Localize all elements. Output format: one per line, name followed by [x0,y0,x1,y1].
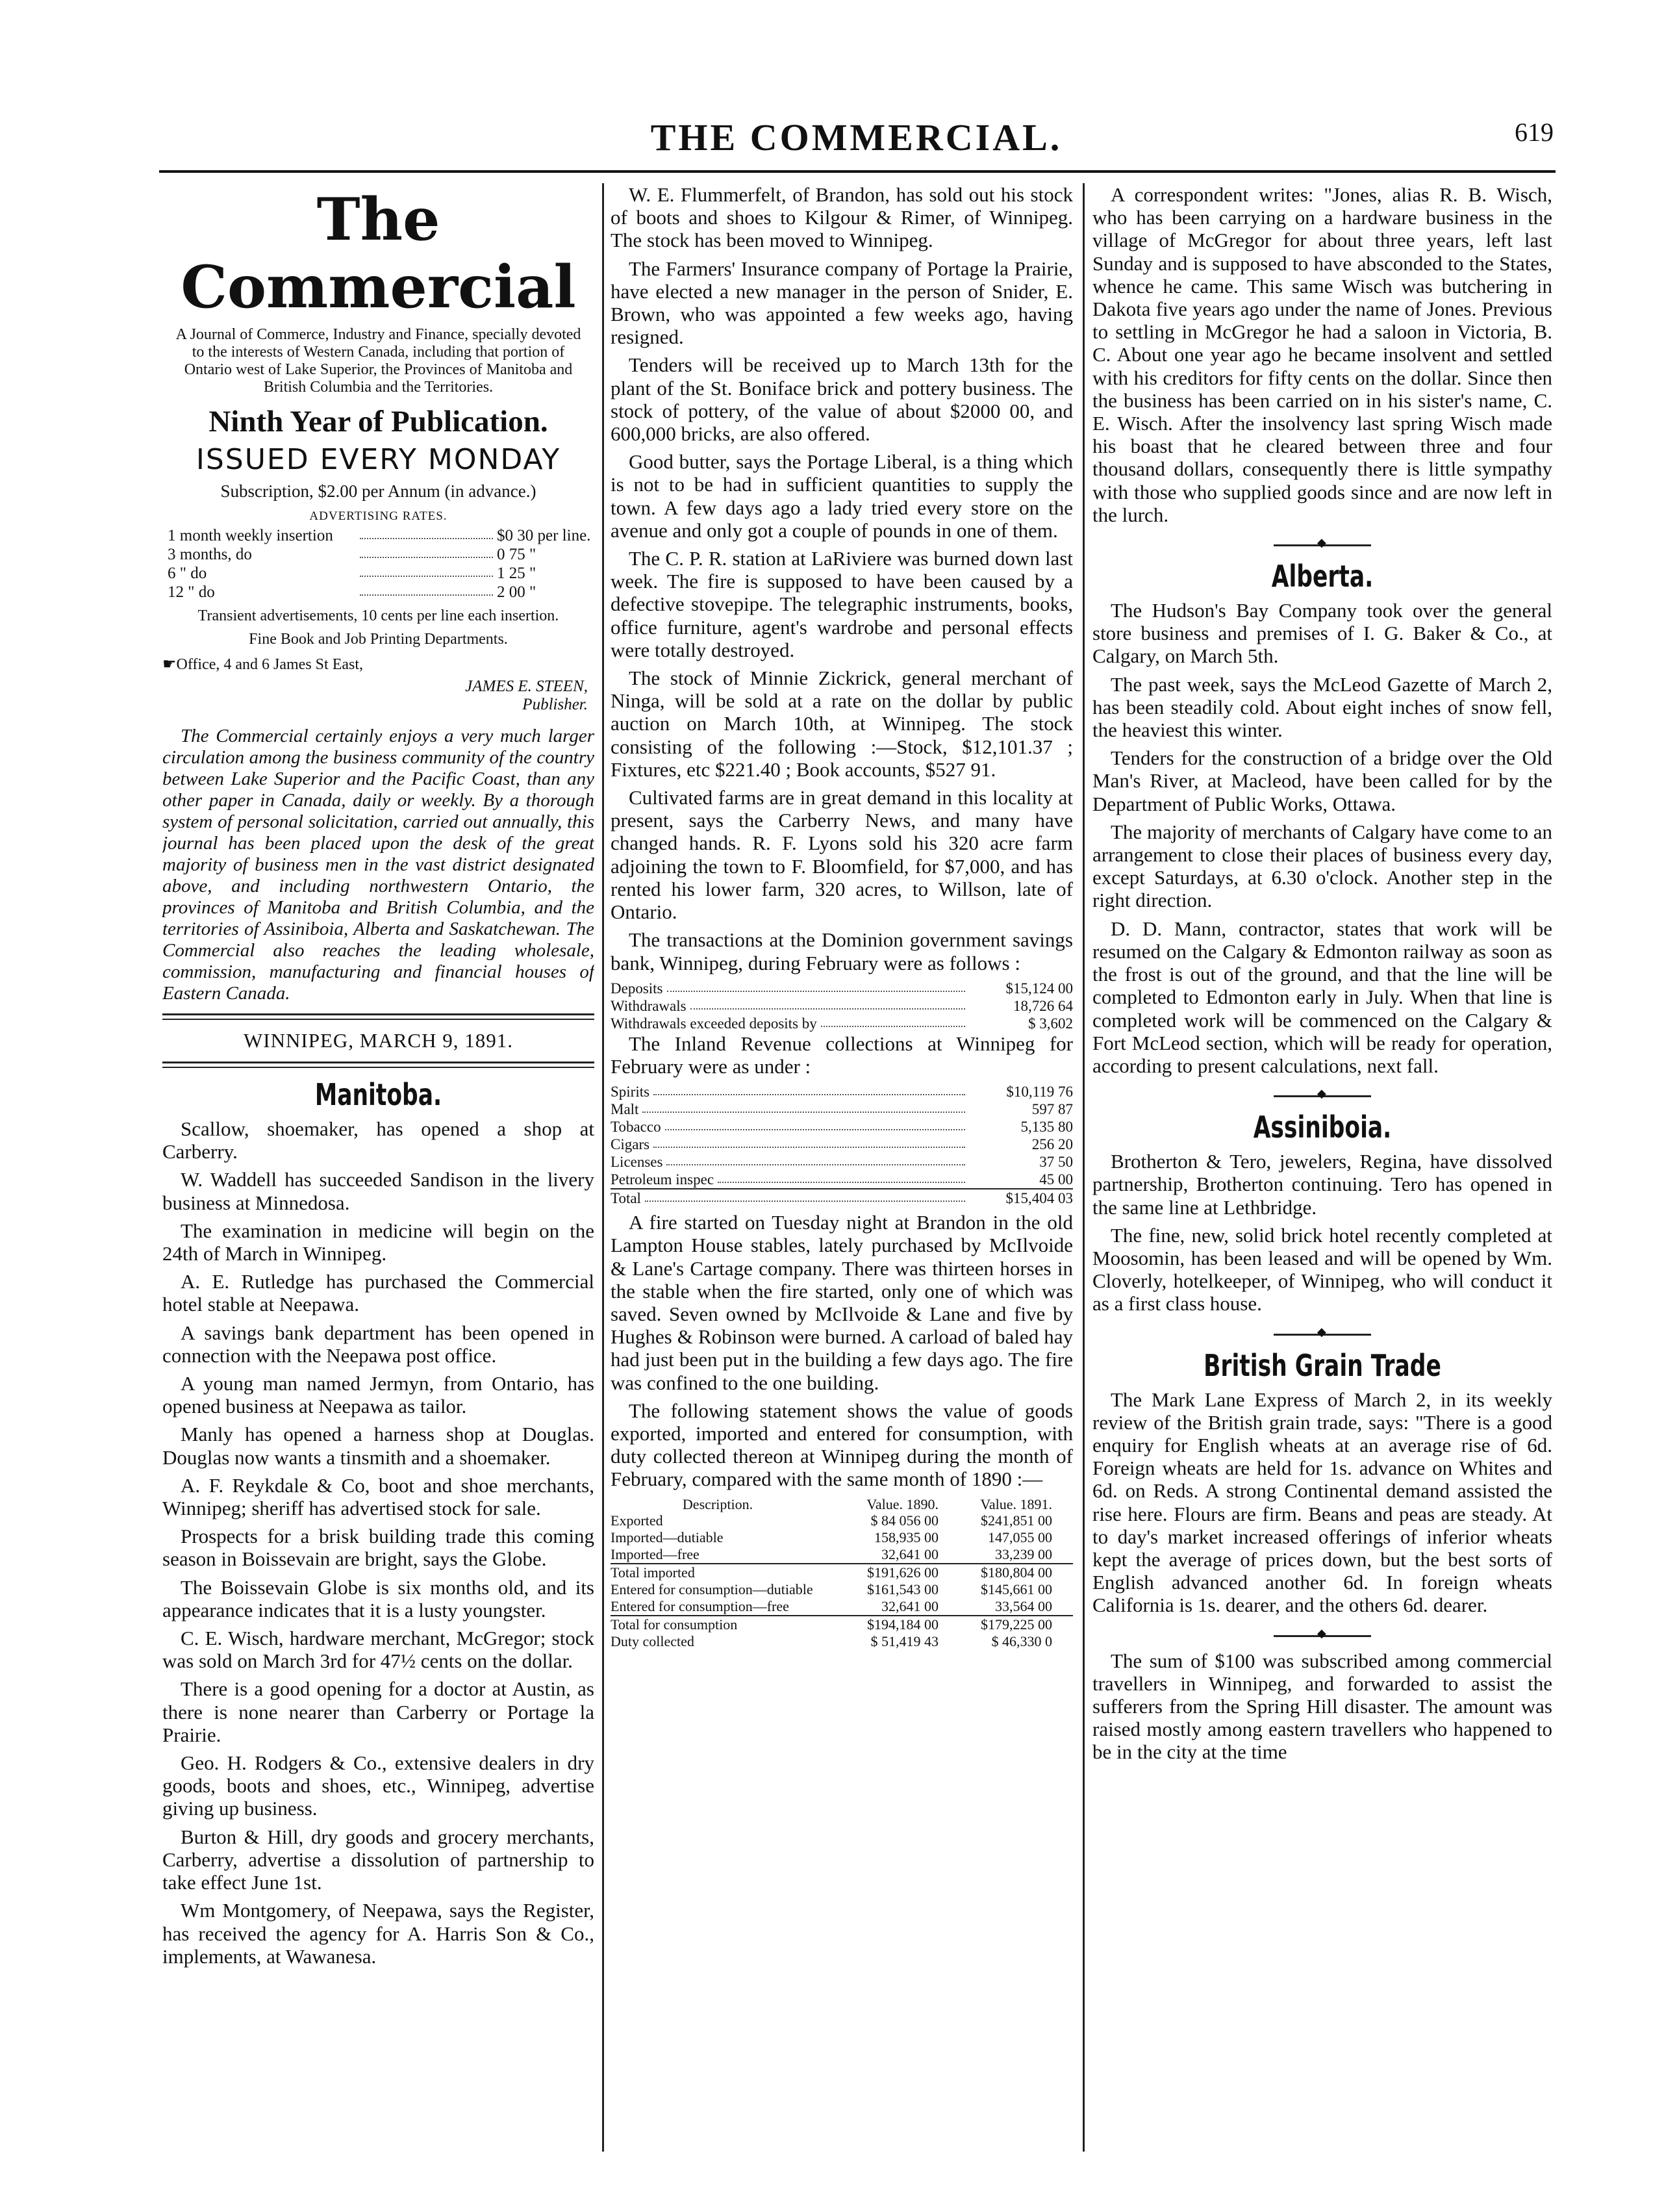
rate-row: 1 month weekly insertion $0 30 per line. [168,527,591,544]
inland-revenue-total: Total $15,404 03 [611,1188,1073,1207]
savings-row: Withdrawals exceeded deposits by $ 3,602 [611,1015,1073,1032]
news-item: Geo. H. Rodgers & Co., extensive dealers in dry goods, boots and shoes, etc., Winnipeg, advertise giving up business. [162,1751,594,1820]
section-separator [1092,1629,1552,1640]
news-item: Good butter, says the Portage Liberal, is a thing which is not to be had in sufficient quantities to supply the town. A few days ago a lady tried every store on the avenue and only got a couple of pounds in one of them. [611,450,1073,542]
news-item: Burton & Hill, dry goods and grocery merchants, Carberry, advertise a dissolution of partnership to take effect June 1st. [162,1825,594,1894]
news-item: Brotherton & Tero, jewelers, Regina, have dissolved partnership, Brotherton continuing. Tero has opened in the same line at Lethbridge. [1092,1150,1552,1219]
alberta-news [1092,599,1552,1077]
savings-row: Withdrawals 18,726 64 [611,997,1073,1014]
trade-row: Entered for consumption—free 32,641 00 33,564 00 [611,1597,1052,1614]
news-item: The C. P. R. station at LaRiviere was burned down last week. The fire is supposed to have been caused by a defective stovepipe. The telegraphic instruments, books, office furniture, agent's wardrobe and personal effects were totally destroyed. [611,547,1073,661]
inland-revenue-table [611,1083,1073,1188]
publisher-name: JAMES E. STEEN, [465,678,588,695]
news-item: The Boissevain Globe is six months old, and its appearance indicates that it is a lusty youngster. [162,1575,594,1621]
news-item: Manly has opened a harness shop at Douglas. Douglas now wants a tinsmith and a shoemaker. [162,1423,594,1469]
news-items [611,183,1073,974]
news-item: The past week, says the McLeod Gazette of March 2, has been steadily cold. About eight inches of snow fell, the heaviest this winter. [1092,672,1552,742]
spring-hill-article: The sum of $100 was subscribed among commercial travellers in Winnipeg, and forwarded to assist the sufferers from the Spring Hill disaster. The amount was raised mostly among eastern travellers who happened to be in the city at the time [1092,1649,1552,1764]
header-rule [159,170,1556,173]
news-items [611,1211,1073,1490]
circulation-statement: The Commercial certainly enjoys a very much larger circulation among the business community of the country between Lake Superior and the Pacific Coast, than any other paper in Canada, daily or weekly. By a thorough system of personal solicitation, carried out annually, this journal has been placed upon the desk of the great majority of business men in the vast district designated above, and including northwestern Ontario, the provinces of Manitoba and British Columbia, and the territories of Assiniboia, Alberta and Saskatchewan. The Commercial also reaches the leading wholesale, commission, manufacturing and financial houses of Eastern Canada. [162,726,594,1004]
section-separator [1092,538,1552,550]
trade-row: Imported—dutiable 158,935 00 147,055 00 [611,1529,1052,1545]
rate-row: 3 months, do 0 75 " [168,546,536,563]
page-number: 619 [1515,118,1554,147]
assiniboia-news [1092,1150,1552,1315]
column-3 [1092,183,1552,2152]
subscription-line: Subscription, $2.00 per Annum (in advance.) [220,481,536,501]
issued-every-monday: ISSUED EVERY MONDAY [195,443,561,476]
inland-revenue-row: Cigars 256 20 [611,1136,1073,1153]
section-separator [1092,1089,1552,1100]
column-2 [611,183,1073,2152]
publisher-role: Publisher. [522,696,588,713]
masthead-title: The Commercial [181,185,576,322]
news-item: The Hudson's Bay Company took over the general store business and premises of I. G. Baker & Co., at Calgary, on March 5th. [1092,599,1552,668]
running-head [159,116,1554,168]
news-item: A savings bank department has been opened in connection with the Neepawa post office. [162,1321,594,1367]
column-rule-2 [1083,183,1085,2152]
news-item: The stock of Minnie Zickrick, general merchant of Ninga, will be sold at a rate on the dollar by public auction on March 10th, at Winnipeg. The stock consisting of the following :—Stock, $12,101.37 ; Fixtures, etc $221.40 ; Book accounts, $527 91. [611,667,1073,781]
transient-advertisements: Transient advertisements, 10 cents per line each insertion. [197,607,559,624]
double-rule [162,1062,594,1068]
trade-row: Entered for consumption—dutiable $161,543 00 $145,661 00 [611,1581,1052,1597]
trade-row: Total for consumption $194,184 00 $179,225 00 [611,1615,1073,1633]
news-item: D. D. Mann, contractor, states that work will be resumed on the Calgary & Edmonton railway as soon as the frost is out of the ground, and that the line will be completed to Edmonton early in July. When that line is completed work will be commenced on the Calgary & Fort McLeod section, which will be ready for operation, according to present calculations, next fall. [1092,917,1552,1077]
news-item: The majority of merchants of Calgary have come to an arrangement to close their places of business every day, except Saturdays, at 6.30 o'clock. Another step in the right direction. [1092,820,1552,912]
news-item: W. Waddell has succeeded Sandison in the livery business at Minnedosa. [162,1168,594,1214]
news-item: There is a good opening for a doctor at Austin, as there is none nearer than Carberry or Portage la Prairie. [162,1677,594,1746]
wisch-article: A correspondent writes: "Jones, alias R. B. Wisch, who has been carrying on a hardware business in the village of McGregor for about three years, left last Sunday and is supposed to have absconded to the States, whence he came. This same Wisch was butchering in Dakota five years ago under the name of Jones. Previous to settling in McGregor he had a saloon in Victoria, B. C. About one year ago he became insolvent and settled with his creditors for fifty cents on the dollar. Since then the business has been carried on in his sister's name, C. E. Wisch. After the insolvency last spring Wisch made his boast that he cleared between three and four thousand dollars, consequently there is little sympathy with those who supplied goods since and are now left in the lurch. [1092,183,1552,526]
running-head-title: THE COMMERCIAL. [650,116,1063,159]
trade-row: Total imported $191,626 00 $180,804 00 [611,1563,1073,1581]
masthead-subtitle: A Journal of Commerce, Industry and Finance, specially devoted to the interests of Western Canada, including that portion of Ontario west of Lake Superior, the Provinces of Manitoba and British Columbia and the Territories. [175,326,581,396]
news-item: A. E. Rutledge has purchased the Commercial hotel stable at Neepawa. [162,1270,594,1316]
inland-revenue-row: Spirits $10,119 76 [611,1084,1073,1100]
inland-revenue-row: Petroleum inspec 45 00 [611,1171,1073,1188]
trade-table-header: Description. Value. 1890. Value. 1891. [682,1495,1052,1512]
news-item: A young man named Jermyn, from Ontario, has opened business at Neepawa as tailor. [162,1372,594,1418]
rate-row: 6 " do 1 25 " [168,565,536,582]
dateline: WINNIPEG, MARCH 9, 1891. [244,1029,513,1052]
trade-statement-table [611,1512,1073,1650]
news-item: Tenders for the construction of a bridge over the Old Man's River, at Macleod, have been called for by the Department of Public Works, Ottawa. [1092,746,1552,815]
trade-row: Exported $ 84 056 00 $241,851 00 [611,1512,1052,1529]
news-item: The transactions at the Dominion government savings bank, Winnipeg, during February were as follows : [611,928,1073,974]
news-item: A. F. Reykdale & Co, boot and shoe merchants, Winnipeg; sheriff has advertised stock for sale. [162,1473,594,1520]
section-heading-manitoba: Manitoba. [314,1077,442,1112]
ninth-year: Ninth Year of Publication. [208,405,548,439]
office-address: ☛Office, 4 and 6 James St East, [162,656,364,673]
news-item: W. E. Flummerfelt, of Brandon, has sold out his stock of boots and shoes to Kilgour & Rimer, of Winnipeg. The stock has been moved to Winnipeg. [611,183,1073,252]
inland-revenue-intro: The Inland Revenue collections at Winnipeg for February were as under : [611,1032,1073,1078]
news-item: C. E. Wisch, hardware merchant, McGregor; stock was sold on March 3rd for 47½ cents on the dollar. [162,1627,594,1673]
news-item: Cultivated farms are in great demand in this locality at present, says the Carberry News, and many have changed hands. R. F. Lyons sold his 320 acre farm adjoining the town to F. Bloomfield, for $7,000, and has rented his lower farm, 320 acres, to Willson, late of Ontario. [611,786,1073,924]
news-item: Tenders will be received up to March 13th for the plant of the St. Boniface brick and pottery business. The stock of pottery, of the value of about $2000 00, and 600,000 bricks, are also offered. [611,353,1073,446]
fine-book-printing: Fine Book and Job Printing Departments. [249,631,508,648]
news-item: Wm Montgomery, of Neepawa, says the Register, has received the agency for A. Harris Son & Co., implements, at Wawanesa. [162,1899,594,1968]
savings-row: Deposits $15,124 00 [611,980,1073,997]
inland-revenue-row: Malt 597 87 [611,1101,1073,1118]
inland-revenue-row: Licenses 37 50 [611,1154,1073,1171]
rate-row: 12 " do 2 00 " [168,583,536,601]
section-separator [1092,1327,1552,1339]
news-item: The following statement shows the value of goods exported, imported and entered for consumption, with duty collected thereon at Winnipeg during the month of February, compared with the same month of 1890 :— [611,1399,1073,1491]
grain-trade-article: The Mark Lane Express of March 2, in its weekly review of the British grain trade, says: "There is a good enquiry for English wheats at an average rise of 6d. Foreign wheats are held for 1s. advance on Whites and 6d. on Reds. A strong Continental demand assisted the rise here. Flours are firm. Beans and peas are steady. At to day's market increased offerings of inferior wheats kept the average of prices down, but the best sorts of English advanced another 6d. In foreign wheats California is 1s. dearer, and the others 6d. dearer. [1092,1388,1552,1617]
manitoba-news [162,1117,594,1968]
news-item: The examination in medicine will begin on the 24th of March in Winnipeg. [162,1219,594,1265]
double-rule [162,1013,594,1020]
column-rule-1 [602,183,604,2152]
trade-row: Duty collected $ 51,419 43 $ 46,330 0 [611,1633,1052,1649]
inland-revenue-row: Tobacco 5,135 80 [611,1119,1073,1136]
news-item: The fine, new, solid brick hotel recently completed at Moosomin, has been leased and will be opened by Wm. Cloverly, hotelkeeper, of Winnipeg, who will conduct it as a first class house. [1092,1223,1552,1316]
news-item: Scallow, shoemaker, has opened a shop at Carberry. [162,1117,594,1163]
section-heading-alberta: Alberta. [1271,559,1374,594]
advertising-rates-title: ADVERTISING RATES. [309,509,448,523]
section-heading-assiniboia: Assiniboia. [1253,1110,1392,1145]
news-item: A fire started on Tuesday night at Brandon in the old Lampton House stables, lately purchased by McIlvoide & Lane's Cartage company. There was thirteen horses in the stable when the fire started, only one of which was saved. Seven owned by McIlvoide & Lane and five by Hughes & Robinson were burned. A carload of baled hay had just been put in the building a few days ago. The fire was confined to the one building. [611,1211,1073,1394]
trade-row: Imported—free 32,641 00 33,239 00 [611,1545,1052,1562]
savings-bank-table [611,980,1073,1032]
news-item: Prospects for a brisk building trade this coming season in Boissevain are bright, says the Globe. [162,1525,594,1571]
advertising-rates [162,526,594,602]
column-1 [162,183,594,2152]
news-item: The Farmers' Insurance company of Portage la Prairie, have elected a new manager in the person of Snider, E. Brown, who was appointed a few weeks ago, having resigned. [611,257,1073,349]
section-heading-british-grain-trade: British Grain Trade [1204,1347,1441,1383]
